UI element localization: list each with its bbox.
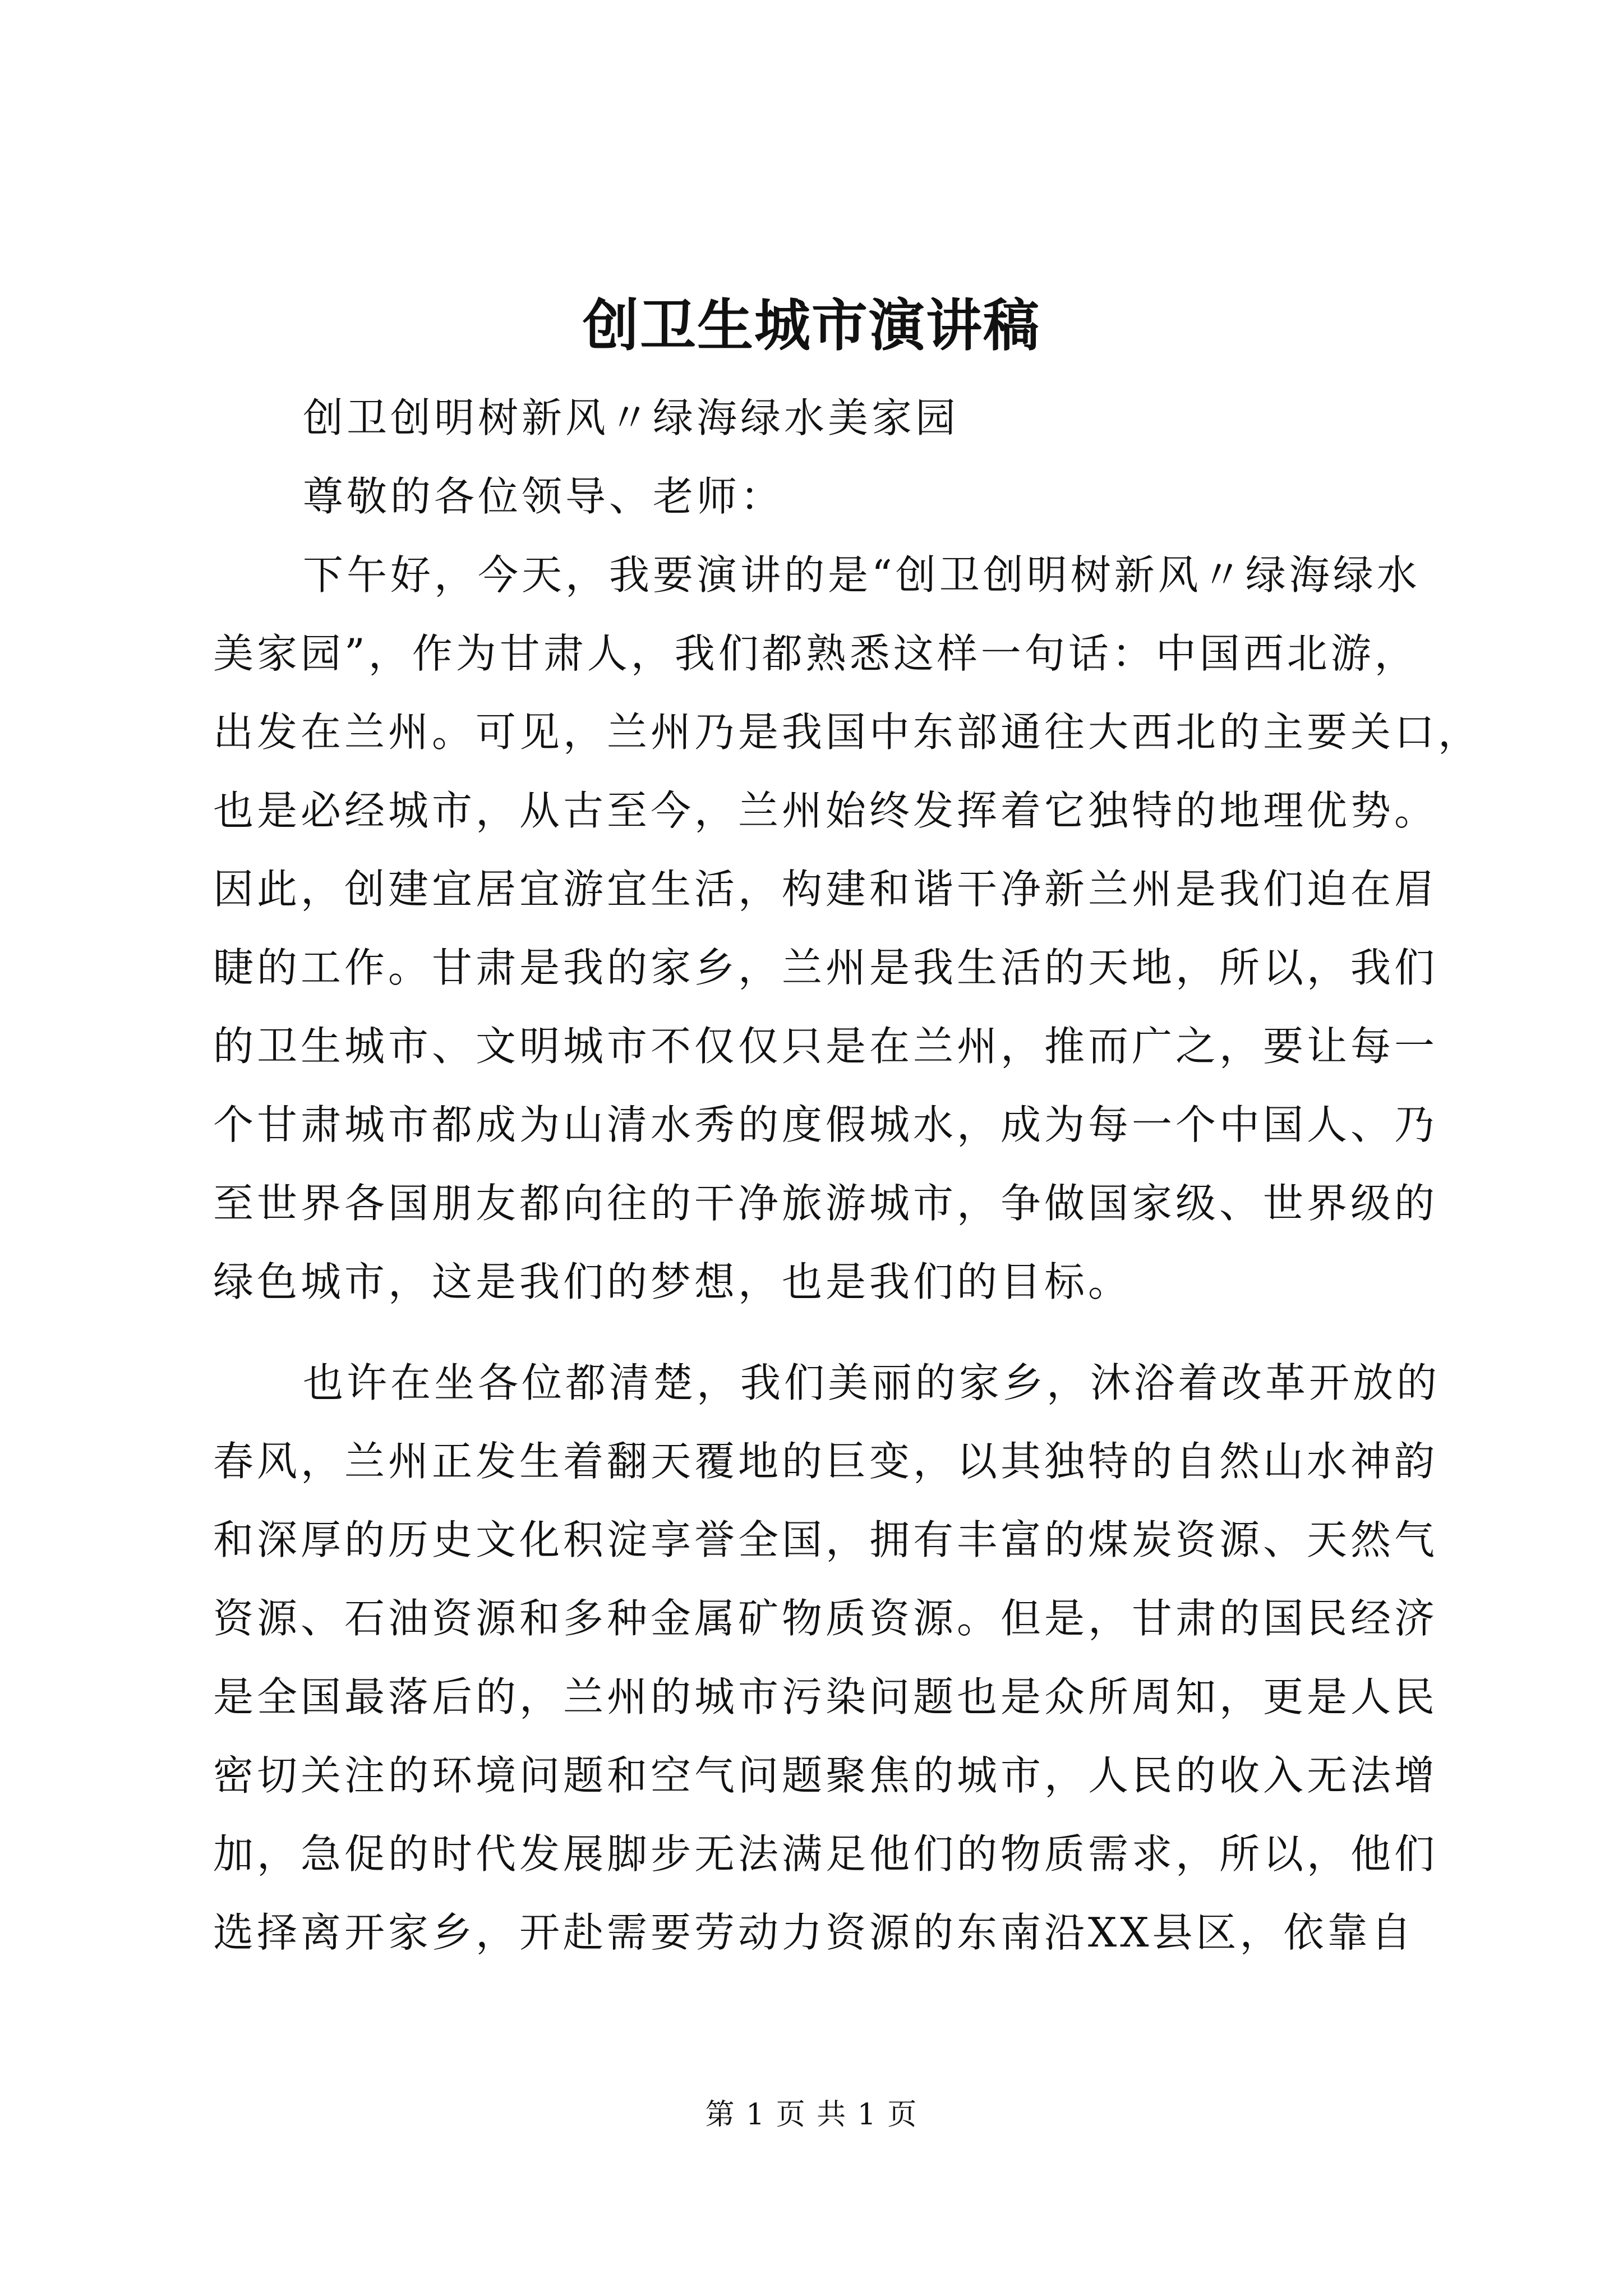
body-line: 绿色城市，这是我们的梦想，也是我们的目标。 xyxy=(213,1258,1132,1305)
body-line: 加，急促的时代发展脚步无法满足他们的物质需求，所以，他们 xyxy=(213,1830,1438,1878)
body-line: 资源、石油资源和多种金属矿物质资源。但是，甘肃的国民经济 xyxy=(213,1595,1438,1642)
body-line: 也是必经城市，从古至今，兰州始终发挥着它独特的地理优势。 xyxy=(213,787,1438,834)
body-line: 美家园”，作为甘肃人，我们都熟悉这样一句话：中国西北游， xyxy=(213,630,1418,677)
body-line: 下午好，今天，我要演讲的是“创卫创明树新风〃绿海绿水 xyxy=(303,551,1421,599)
body-line: 出发在兰州。可见，兰州乃是我国中东部通往大西北的主要关口， xyxy=(213,708,1482,756)
page-footer: 第 1 页 共 1 页 xyxy=(705,2098,918,2132)
salutation-line: 尊敬的各位领导、老师： xyxy=(303,473,785,520)
body-line: 因此，创建宜居宜游宜生活，构建和谐干净新兰州是我们迫在眉 xyxy=(213,866,1438,913)
document-title: 创卫生城市演讲稿 xyxy=(583,292,1040,358)
body-line: 个甘肃城市都成为山清水秀的度假城水，成为每一个中国人、乃 xyxy=(213,1101,1438,1148)
body-line: 睫的工作。甘肃是我的家乡，兰州是我生活的天地，所以，我们 xyxy=(213,944,1438,991)
body-line: 和深厚的历史文化积淀享誉全国，拥有丰富的煤炭资源、天然气 xyxy=(213,1516,1438,1563)
body-line: 是全国最落后的，兰州的城市污染问题也是众所周知，更是人民 xyxy=(213,1673,1438,1720)
body-line: 春风，兰州正发生着翻天覆地的巨变，以其独特的自然山水神韵 xyxy=(213,1438,1438,1485)
body-line: 选择离开家乡，开赴需要劳动力资源的东南沿XX县区，依靠自 xyxy=(213,1909,1415,1956)
body-line: 的卫生城市、文明城市不仅仅只是在兰州，推而广之，要让每一 xyxy=(213,1023,1438,1070)
body-line: 密切关注的环境问题和空气问题聚焦的城市，人民的收入无法增 xyxy=(213,1752,1438,1799)
subtitle-line: 创卫创明树新风〃绿海绿水美家园 xyxy=(303,394,960,441)
body-line: 也许在坐各位都清楚，我们美丽的家乡，沐浴着改革开放的 xyxy=(303,1359,1441,1406)
body-line: 至世界各国朋友都向往的干净旅游城市，争做国家级、世界级的 xyxy=(213,1180,1438,1227)
